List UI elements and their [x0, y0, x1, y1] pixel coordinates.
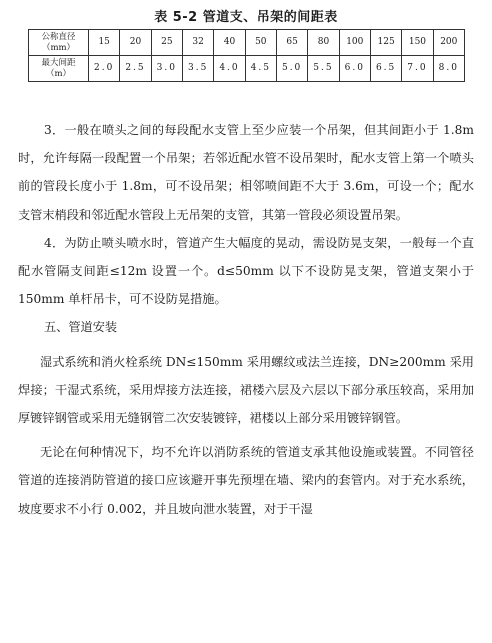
table-cell: 25 — [151, 30, 182, 56]
table-cell: 15 — [89, 30, 120, 56]
table-cell: 4.0 — [214, 56, 245, 82]
row-header-unit: （mm） — [41, 42, 76, 53]
table-cell: 2.5 — [120, 56, 151, 82]
row-header-spacing — [29, 56, 89, 82]
table-cell: 100 — [339, 30, 370, 56]
table-cell: 3.5 — [182, 56, 213, 82]
table-cell: 65 — [276, 30, 307, 56]
table-cell: 6.0 — [339, 56, 370, 82]
table-cell: 3.0 — [151, 56, 182, 82]
table-cell: 8.0 — [433, 56, 464, 82]
table-cell: 150 — [402, 30, 433, 56]
body-text — [18, 116, 474, 523]
paragraph-3: 3．一般在喷头之间的每段配水支管上至少应装一个吊架，但其间距小于 1.8m 时，允许每隔一段配置一个吊架；若邻近配水管不设吊架时，配水支管上第一个喷头前的管段长度小于 1.8m，可不设吊架；相邻喷间距不大于 3.6m，可设一个；配水支管末梢段和邻近配水管段上无吊架的支管，其第一管段必须设置吊架。 — [18, 123, 474, 222]
row-header-line: 最大间距 — [41, 57, 76, 68]
paragraph-4: 4．为防止喷头喷水时，管道产生大幅度的晃动，需设防晃支架，一般每一个直配水管隔支间距≤12m 设置一个。d≤50mm 以下不设防晃支架，管道支架小于 150mm 单杆吊卡，可不设防晃措施。 — [18, 235, 474, 307]
table-cell: 7.0 — [402, 56, 433, 82]
table-cell: 5.5 — [308, 56, 339, 82]
table-cell: 5.0 — [276, 56, 307, 82]
paragraph-5: 湿式系统和消火栓系统 DN≤150mm 采用螺纹或法兰连接，DN≥200mm 采用焊接；干湿式系统，采用焊接方法连接，裙楼六层及六层以下部分承压较高，采用加厚镀锌钢管或采用无缝钢管二次安装镀锌，裙楼以上部分采用镀锌钢管。 — [18, 354, 474, 426]
paragraph-6: 无论在何种情况下，均不允许以消防系统的管道支承其他设施或装置。不同管径管道的连接消防管道的接口应该避开事先预埋在墙、梁内的套管内。对于充水系统，坡度要求不小行 0.002，并且坡向泄水装置，对于干湿 — [18, 445, 474, 516]
table-cell: 80 — [308, 30, 339, 56]
row-header-line: 公称直径 — [41, 31, 76, 42]
table-row-diameter — [29, 30, 465, 56]
pipe-support-spacing-table — [28, 29, 465, 82]
section-heading: 五、管道安装 — [44, 320, 118, 335]
table-cell: 50 — [245, 30, 276, 56]
row-header-unit: （m） — [45, 68, 72, 79]
table-cell: 4.5 — [245, 56, 276, 82]
table-cell: 40 — [214, 30, 245, 56]
table-cell: 20 — [120, 30, 151, 56]
table-cell: 6.5 — [370, 56, 401, 82]
table-cell: 2.0 — [89, 56, 120, 82]
table-title: 表 5-2 管道支、吊架的间距表 — [154, 10, 338, 25]
table-cell: 200 — [433, 30, 464, 56]
table-cell: 32 — [182, 30, 213, 56]
table-cell: 125 — [370, 30, 401, 56]
table-row-spacing — [29, 56, 465, 82]
row-header-diameter — [29, 30, 89, 56]
